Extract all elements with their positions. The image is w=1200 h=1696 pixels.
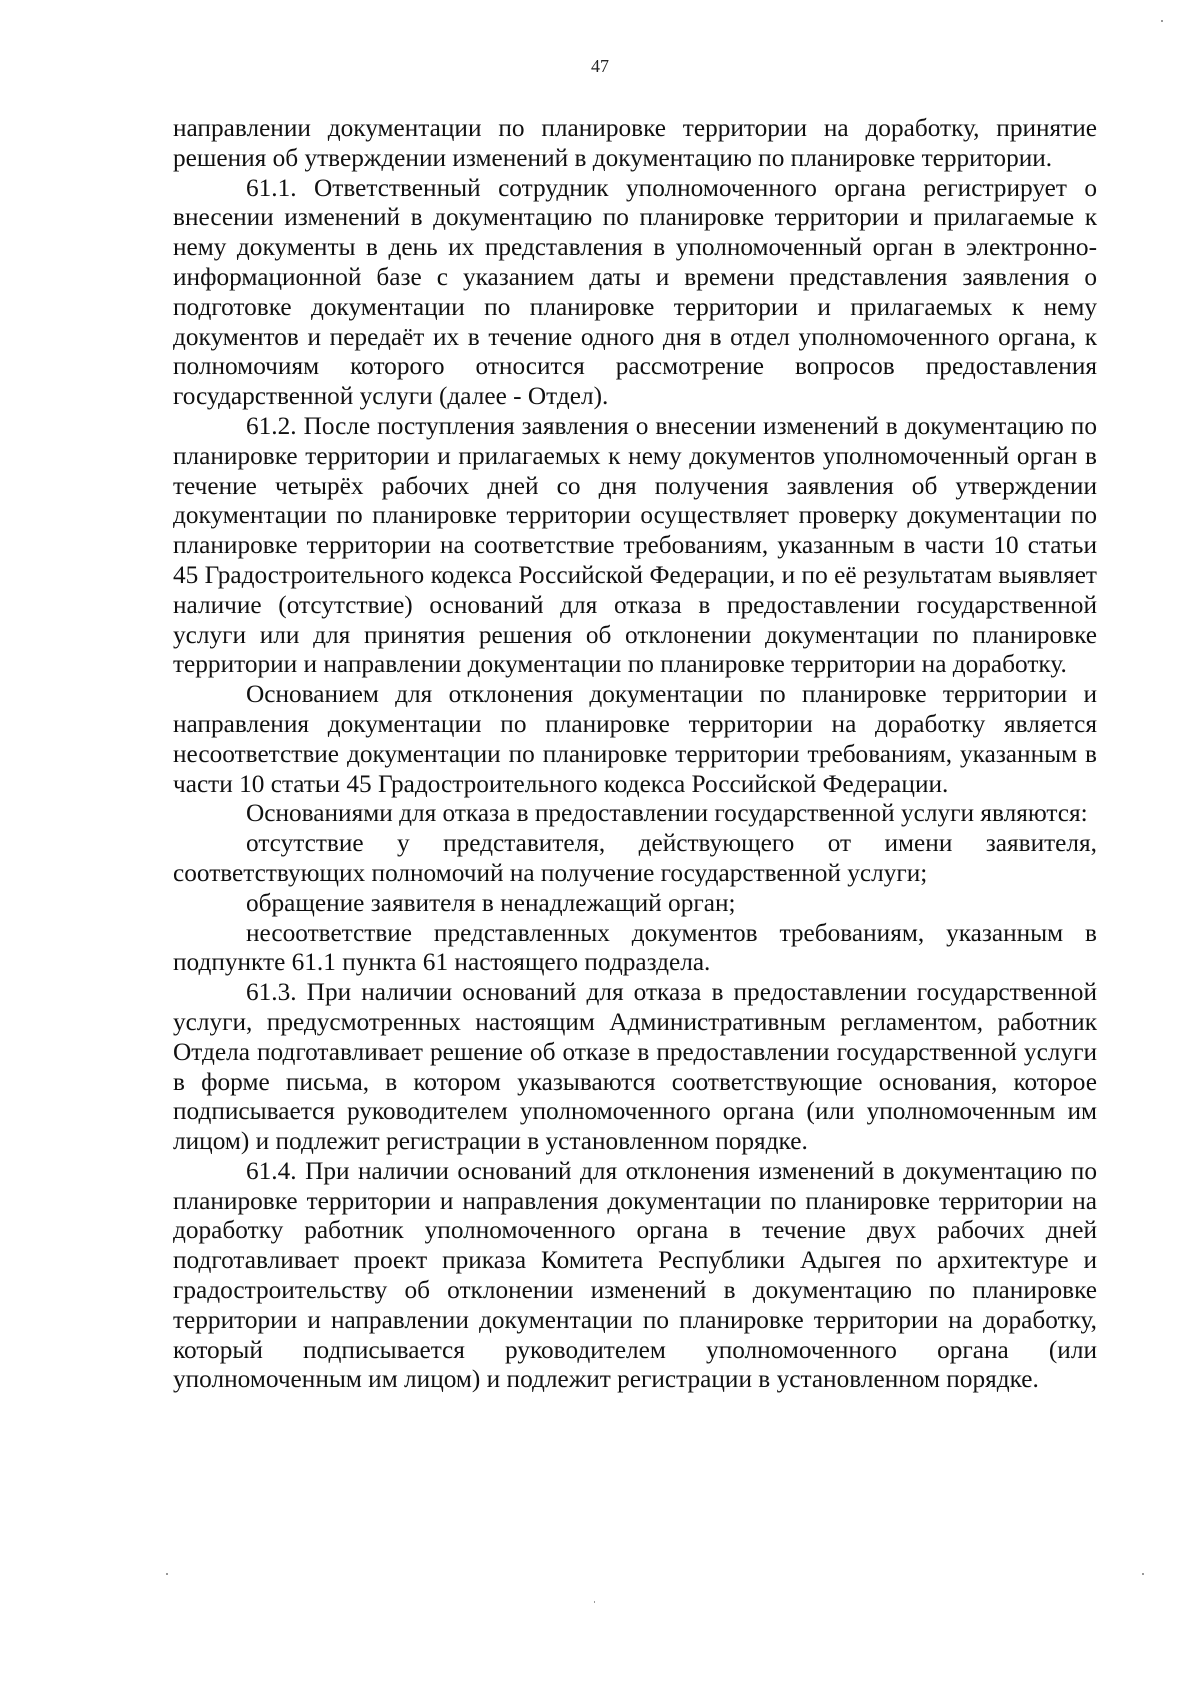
paragraph-61-1: 61.1. Ответственный сотрудник уполномоченного органа регистрирует о внесении изменений в документацию по планировке территории и прилагаемые к нему документы в день их представления в уполномоченный орган в электронно-информационной базе с указанием даты и времени представления заявления о подготовке документации по планировке территории и прилагаемых к нему документов и передаёт их в течение одного дня в отдел уполномоченного органа, к полномочиям которого относится рассмотрение вопросов предоставления государственной услуги (далее - Отдел). [173,173,1097,411]
paragraph-61-3: 61.3. При наличии оснований для отказа в предоставлении государственной услуги, предусмотренных настоящим Административным регламентом, работник Отдела подготавливает решение об отказе в предоставлении государственной услуги в форме письма, в котором указываются соответствующие основания, которое подписывается руководителем уполномоченного органа (или уполномоченным им лицом) и подлежит регистрации в установленном порядке. [173,978,1097,1156]
scan-speck [1142,1573,1144,1575]
page-number: 47 [591,56,609,76]
paragraph-rejection-basis: Основанием для отклонения документации по планировке территории и направления документации по планировке территории на доработку является несоответствие документации по планировке территории требованиям, указанным в части 10 статьи 45 Градостроительного кодекса Российской Федерации. [173,680,1097,798]
paragraph-61-4: 61.4. При наличии оснований для отклонения изменений в документацию по планировке территории и направления документации по планировке территории на доработку работник уполномоченного органа в течение двух рабочих дней подготавливает проект приказа Комитета Республики Адыгея по архитектуре и градостроительству об отклонении изменений в документацию по планировке территории и направлении документации по планировке территории на доработку, который подписывается руководителем уполномоченного органа (или уполномоченным им лицом) и подлежит регистрации в установленном порядке. [173,1156,1097,1394]
scan-speck [1161,20,1163,22]
paragraph-refusal-grounds-intro: Основаниями для отказа в предоставлении государственной услуги являются: [246,799,1088,828]
paragraph-61-2: 61.2. После поступления заявления о внесении изменений в документацию по планировке территории и прилагаемых к нему документов уполномоченный орган в течение четырёх рабочих дней со дня получения заявления об утверждении документации по планировке территории осуществляет проверку документации по планировке территории на соответствие требованиям, указанным в части 10 статьи 45 Градостроительного кодекса Российской Федерации, и по её результатам выявляет наличие (отсутствие) оснований для отказа в предоставлении государственной услуги или для принятия решения об отклонении документации по планировке территории и направлении документации по планировке территории на доработку. [173,411,1097,679]
paragraph-continuation: направлении документации по планировке территории на доработку, принятие решения об утверждении изменений в документацию по планировке территории. [173,114,1097,172]
refusal-ground-item-2: обращение заявителя в ненадлежащий орган; [246,888,736,917]
document-body [173,114,1097,1395]
scan-speck [166,1573,168,1575]
scan-speck [594,1601,595,1603]
refusal-ground-item-1: отсутствие у представителя, действующего от имени заявителя, соответствующих полномочий на получение государственной услуги; [173,829,1097,887]
refusal-ground-item-3: несоответствие представленных документов требованиям, указанным в подпункте 61.1 пункта 61 настоящего подраздела. [173,918,1097,977]
